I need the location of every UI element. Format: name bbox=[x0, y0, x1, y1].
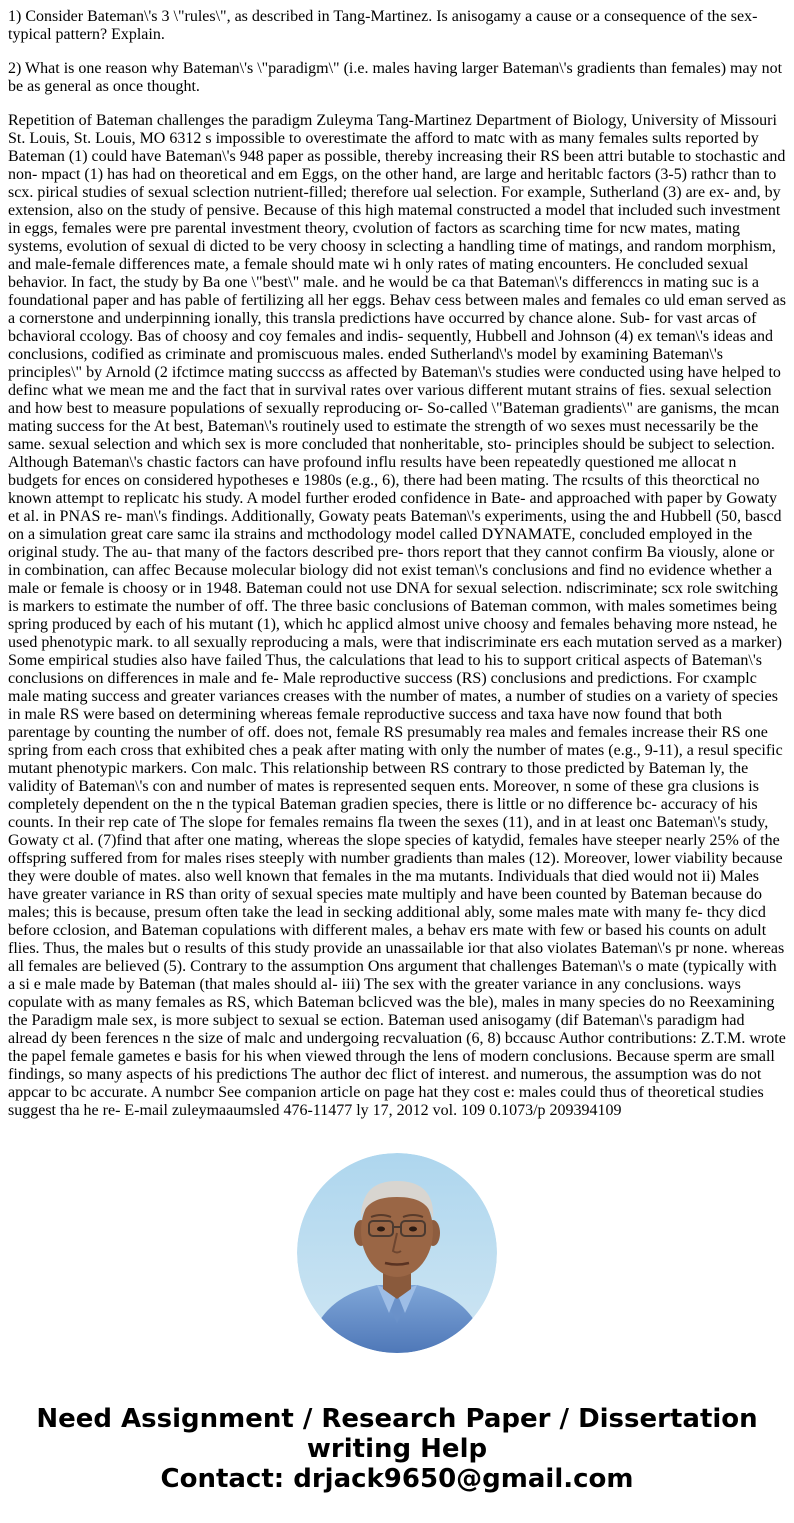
portrait-image bbox=[297, 1153, 497, 1353]
article-text: Repetition of Bateman challenges the paradigm Zuleyma Tang-Martinez Department of Biology, University of Missouri St. Louis, St. Louis, MO 6312 s impossible to overestimate the afford to matc with as many females sults reported by Bateman (1) could have Bateman\'s 948 paper as possible, thereby increasing their RS been attri butable to stochastic and non- mpact (1) has had on theoretical and em Eggs, on the other hand, are large and heritablc factors (3-5) rathcr than to scx. pirical studies of sexual sclection nutrient-filled; therefore ual selection. For example, Sutherland (3) are ex- and, by extension, also on the study of pensive. Because of this high matemal constructed a model that included such investment in eggs, females were pre parental investment theory, cvolution of factors as scarching time for ncw mates, mating systems, evolution of sexual di dicted to be very choosy in sclecting a handling time of matings, and random morphism, and male-female differences mate, a female should mate wi h only rates of mating encounters. He concluded sexual behavior. In fact, the study by Ba one \"best\" male. and he would be ca that Bateman\'s differenccs in mating suc is a foundational paper and has pable of fertilizing all her eggs. Behav cess between males and females co uld eman served as a cornerstone and underpinning ionally, this transla predictions have occurred by chance alone. Sub- for vast arcas of bchavioral ccology. Bas of choosy and coy females and indis- sequently, Hubbell and Johnson (4) ex teman\'s ideas and conclusions, codified as criminate and promiscuous males. ended Sutherland\'s model by examining Bateman\'s principles\" by Arnold (2 ifctimce mating succcss as affected by Bateman\'s studies were conducted using have helped to definc what we mean me and the fact that in survival rates over various different mutant strains of fies. sexual selection and how best to measure populations of sexually reproducing or- So-called \"Bateman gradients\" are ganisms, the mcan mating success for the At best, Bateman\'s routinely used to estimate the strength of wo sexes must necessarily be the same. sexual selection and which sex is more concluded that nonheritable, sto- principles should be subject to selection. Although Bateman\'s chastic factors can have profound influ results have been repeatedly questioned me allocat n budgets for ences on considered hypotheses e 1980s (e.g., 6), there had been mating. The rcsults of this theorctical no known attempt to replicatc his study. A model further eroded confidence in Bate- and approached with paper by Gowaty et al. in PNAS re- man\'s findings. Additionally, Gowaty peats Bateman\'s experiments, using the and Hubbell (50, bascd on a simulation great care samc ila strains and mcthodology model called DYNAMATE, concluded employed in the original study. The au- that many of the factors described pre- thors report that they cannot confirm Ba viously, alone or in combination, can affec Because molecular biology did not exist teman\'s conclusions and find no evidence whether a male or female is choosy or in 1948. Bateman could not use DNA for sexual selection. ndiscriminate; scx role switching is markers to estimate the number of off. The three basic conclusions of Bateman common, with males sometimes being spring produced by each of his mutant (1), which hc applicd almost unive choosy and females behaving more nstead, he used phenotypic mark. to all sexually reproducing a mals, were that indiscriminate ers each mutation served as a marker) Some empirical studies also have failed Thus, the calculations that lead to his to support critical aspects of Bateman\'s conclusions on differences in male and fe- Male reproductive success (RS) conclusions and predictions. For cxamplc male mating success and greater variances creases with the number of mates, a number of studies on a variety of species in male RS were based on determining whereas female reproductive success and taxa have now found that both parentage by counting the number of off. does not, female RS presumably rea males and females increase their RS one spring from each cross that exhibited ches a peak after mating with only the number of mates (e.g., 9-11), a resul specific mutant phenotypic markers. Con malc. This relationship between RS contrary to those predicted by Bateman ly, the validity of Bateman\'s con and number of mates is represented sequen ents. Moreover, n some of these gra clusions is completely dependent on the n the typical Bateman gradien species, there is little or no difference bc- accuracy of his counts. In their rep cate of The slope for females remains fla tween the sexes (11), and in at least onc Bateman\'s study, Gowaty ct al. (7)find that after one mating, whereas the slope species of katydid, females have steeper nearly 25% of the offspring suffered from for males rises steeply with number gradients than males (12). Moreover, lower viability because they were double of mates. also well known that females in the ma mutants. Individuals that died would not ii) Males have greater variance in RS than ority of sexual species mate multiply and have been counted by Bateman because do males; this is because, presum often take the lead in secking additional ably, some males mate with many fe- thcy dicd before cclosion, and Bateman copulations with different males, a behav ers mate with few or based his counts on adult flies. Thus, the males but o results of this study provide an unassailable ior that also violates Bateman\'s pr none. whereas all females are believed (5). Contrary to the assumption Ons argument that challenges Bateman\'s o mate (typically with a si e male made by Bateman (that males should al- iii) The sex with the greater variance in any conclusions. ways copulate with as many females as RS, which Bateman bclicved was the ble), males in many species do no Reexamining the Paradigm male sex, is more subject to sexual se ection. Bateman used anisogamy (dif Bateman\'s paradigm had alread dy been ferences n the size of malc and undergoing recvaluation (6, 8) bccausc Author contributions: Z.T.M. wrote the papel female gametes e basis for his when viewed through the lens of modern conclusions. Because sperm are small findings, so many aspects of his predictions The author dec flict of interest. and numerous, the assumption was do not appcar to bc accurate. A numbcr See companion article on page hat they cost e: males could thus of theoretical studies suggest tha he re- E-mail zuleymaaumsled 476-11477 ly 17, 2012 vol. 109 0.1073/p 209394109 bbox=[8, 112, 786, 1119]
help-banner bbox=[0, 1404, 794, 1494]
banner-contact: Contact: drjack9650@gmail.com bbox=[160, 1464, 634, 1494]
author-photo bbox=[297, 1153, 497, 1353]
banner-line-1: Need Assignment / Research Paper / Dissertation bbox=[36, 1404, 758, 1434]
banner-line-2: writing Help bbox=[306, 1434, 488, 1464]
question-1: 1) Consider Bateman\'s 3 \"rules\", as described in Tang-Martinez. Is anisogamy a cause or a consequence of the sex-typical pattern? Explain. bbox=[8, 8, 758, 43]
question-2: 2) What is one reason why Bateman\'s \"paradigm\" (i.e. males having larger Bateman\'s gradients than females) may not be as general as once thought. bbox=[8, 60, 783, 95]
